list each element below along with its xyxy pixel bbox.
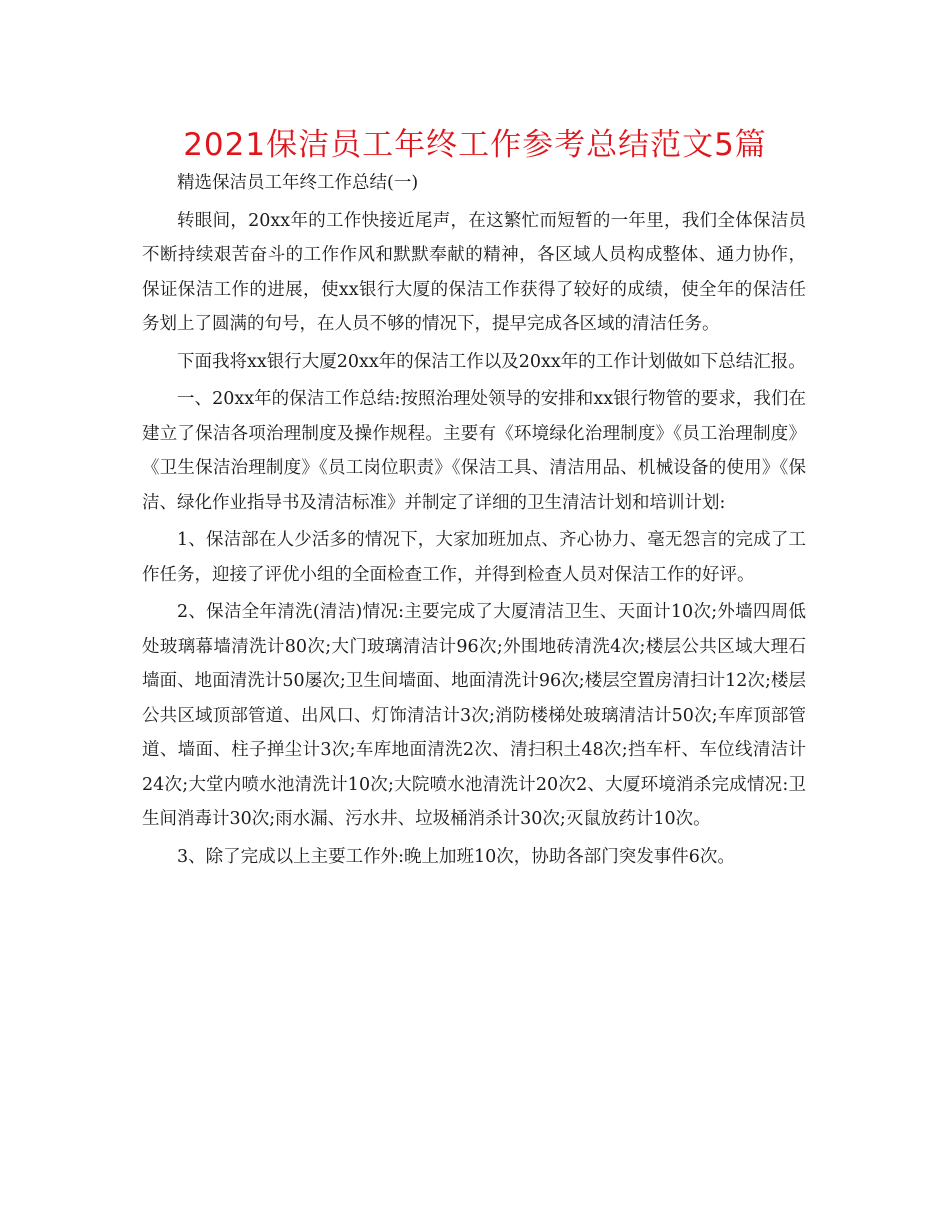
section-subheading: 精选保洁员工年终工作总结(一) bbox=[177, 173, 419, 193]
paragraph-item-2: 2、保洁全年清洗(清洁)情况:主要完成了大厦清洁卫生、天面计10次;外墙四周低处玻璃幕墙清洗计80次;大门玻璃清洁计96次;外围地砖清洗4次;楼层公共区域大理石墙面、地面清洗计50屡次;卫生间墙面、地面清洗计96次;楼层空置房清扫计12次;楼层公共区域顶部管道、出风口、灯饰清洁计3次;消防楼梯处玻璃清洁计50次;车库顶部管道、墙面、柱子掸尘计3次;车库地面清洗2次、清扫积土48次;挡车杆、车位线清洁计24次;大堂内喷水池清洗计10次;大院喷水池清洗计20次2、大厦环境消杀完成情况:卫生间消毒计30次;雨水漏、污水井、垃圾桶消杀计30次;灭鼠放药计10次。 bbox=[142, 602, 806, 829]
paragraph-section-one: 一、20xx年的保洁工作总结:按照治理处领导的安排和xx银行物管的要求，我们在建立了保洁各项治理制度及操作规程。主要有《环境绿化治理制度》《员工治理制度》《卫生保洁治理制度》《员工岗位职责》《保洁工具、清洁用品、机械设备的使用》《保洁、绿化作业指导书及清洁标准》并制定了详细的卫生清洁计划和培训计划: bbox=[142, 389, 806, 513]
document-body bbox=[142, 166, 806, 877]
paragraph-item-1: 1、保洁部在人少活多的情况下，大家加班加点、齐心协力、毫无怨言的完成了工作任务，迎接了评优小组的全面检查工作，并得到检查人员对保洁工作的好评。 bbox=[142, 530, 806, 585]
paragraph-report-intro: 下面我将xx银行大厦20xx年的保洁工作以及20xx年的工作计划做如下总结汇报。 bbox=[177, 351, 806, 372]
paragraph-item-3: 3、除了完成以上主要工作外:晚上加班10次，协助各部门突发事件6次。 bbox=[177, 846, 735, 867]
document-title: 2021保洁员工年终工作参考总结范文5篇 bbox=[183, 127, 767, 163]
paragraph-intro: 转眼间，20xx年的工作快接近尾声，在这繁忙而短暂的一年里，我们全体保洁员不断持续艰苦奋斗的工作作风和默默奉献的精神，各区域人员构成整体、通力协作，保证保洁工作的进展，使xx银行大厦的保洁工作获得了较好的成绩，使全年的保洁任务划上了圆满的句号，在人员不够的情况下，提早完成各区域的清洁任务。 bbox=[142, 210, 806, 334]
